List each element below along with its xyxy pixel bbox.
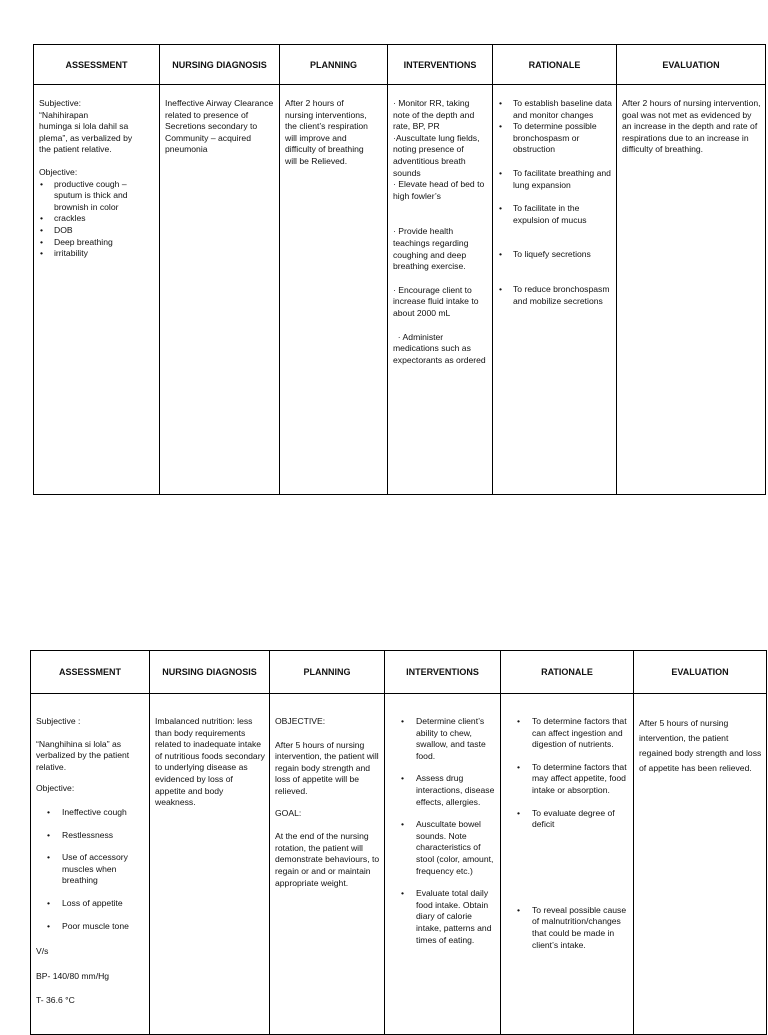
- list-item: • Auscultate bowel sounds. Note characteristics of stool (color, amount, frequency etc.): [390, 819, 496, 877]
- table-header-row: [31, 651, 767, 694]
- header-nursing-diagnosis: NURSING DIAGNOSIS: [160, 45, 280, 85]
- header-evaluation: EVALUATION: [617, 45, 766, 85]
- vitals-label: V/s: [36, 946, 49, 957]
- diagnosis-text: Imbalanced nutrition: less than body requirements related to inadequate intake of nutritious foods secondary to underlying disease as evidenced by loss of appetite and body weakness.: [155, 716, 265, 808]
- vital-sign: T- 36.6 °C: [36, 995, 75, 1006]
- list-item: • Determine client’s ability to chew, swallow, and taste food.: [390, 716, 496, 762]
- subjective-line: plema”, as verbalized by: [39, 132, 133, 143]
- subjective-label: Subjective :: [36, 716, 81, 726]
- header-rationale: RATIONALE: [501, 651, 634, 694]
- header-nursing-diagnosis: NURSING DIAGNOSIS: [150, 651, 270, 694]
- evaluation-cell: [617, 85, 766, 495]
- list-item: • To liquefy secretions: [498, 249, 612, 261]
- list-item: • irritability: [39, 248, 155, 260]
- intervention-item: · Encourage client to increase fluid intake to about 2000 mL: [393, 284, 479, 318]
- diagnosis-text: Ineffective Airway Clearance related to presence of Secretions secondary to Community – acquired pneumonia: [165, 98, 274, 155]
- planning-cell: [280, 85, 388, 495]
- vital-sign: BP- 140/80 mm/Hg: [36, 970, 110, 981]
- evaluation-text: After 2 hours of nursing intervention, goal was not met as evidenced by an increase in the depth and rate of respirations due to an increase in difficulty of breathing.: [622, 98, 761, 155]
- objective-label: Objective:: [36, 783, 75, 794]
- list-item: • crackles: [39, 213, 155, 225]
- care-plan-table-airway: [33, 44, 766, 495]
- table-row: [31, 694, 767, 1035]
- list-item: • To reveal possible cause of malnutrition/changes that could be made in client’s intake.: [506, 905, 629, 951]
- list-item: • To facilitate in the expulsion of mucus: [498, 203, 612, 226]
- list-item: • Deep breathing: [39, 237, 155, 249]
- diagnosis-cell: [150, 694, 270, 1035]
- assessment-cell: [31, 694, 150, 1035]
- subjective-label: Subjective:: [39, 98, 82, 108]
- interventions-list: [390, 716, 496, 946]
- list-item: • productive cough – sputum is thick and brownish in color: [39, 179, 155, 214]
- rationale-cell: [501, 694, 634, 1035]
- intervention-item: · Monitor RR, taking note of the depth and rate, BP, PR: [393, 98, 475, 132]
- table-row: [34, 85, 766, 495]
- list-item: • To establish baseline data and monitor changes: [498, 98, 612, 121]
- list-item: • DOB: [39, 225, 155, 237]
- evaluation-text: After 5 hours of nursing intervention, the patient regained body strength and loss of appetite has been relieved.: [639, 718, 762, 773]
- objective-list: [36, 807, 145, 932]
- list-item: • To determine factors that may affect appetite, food intake or absorption.: [506, 762, 629, 797]
- interventions-cell: [385, 694, 501, 1035]
- list-item: • Use of accessory muscles when breathing: [36, 852, 145, 887]
- assessment-cell: [34, 85, 160, 495]
- header-planning: PLANNING: [280, 45, 388, 85]
- list-item: • To reduce bronchospasm and mobilize secretions: [498, 284, 612, 307]
- header-assessment: ASSESSMENT: [31, 651, 150, 694]
- list-item: • To determine factors that can affect ingestion and digestion of nutrients.: [506, 716, 629, 751]
- header-evaluation: EVALUATION: [634, 651, 767, 694]
- subjective-line: the patient relative.: [39, 144, 112, 155]
- list-item: • Assess drug interactions, disease effects, allergies.: [390, 773, 496, 808]
- intervention-item: · Provide health teachings regarding coughing and deep breathing exercise.: [393, 226, 469, 272]
- list-item: • Ineffective cough: [36, 807, 145, 819]
- intervention-item: · Elevate head of bed to high fowler’s: [393, 179, 485, 201]
- diagnosis-cell: [160, 85, 280, 495]
- interventions-cell: [388, 85, 493, 495]
- header-interventions: INTERVENTIONS: [385, 651, 501, 694]
- planning-objective-text: After 5 hours of nursing intervention, the patient will regain body strength and loss of appetite will be relieved.: [275, 739, 379, 796]
- intervention-item: · Administer medications such as expectorants as ordered: [393, 331, 486, 365]
- planning-cell: [270, 694, 385, 1035]
- list-item: • To evaluate degree of deficit: [506, 808, 629, 831]
- subjective-line: “Nahihirapan: [39, 109, 89, 120]
- header-assessment: ASSESSMENT: [34, 45, 160, 85]
- list-item: • To determine possible bronchospasm or obstruction: [498, 121, 612, 156]
- planning-objective-label: OBJECTIVE:: [275, 716, 326, 726]
- planning-goal-label: GOAL:: [275, 807, 302, 818]
- objective-label: Objective:: [39, 166, 78, 177]
- table-header-row: [34, 45, 766, 85]
- planning-text: After 2 hours of nursing interventions, the client’s respiration will improve and difficulty of breathing will be Relieved.: [285, 98, 368, 166]
- list-item: • Loss of appetite: [36, 898, 145, 910]
- rationale-list: [498, 98, 612, 307]
- list-item: • To facilitate breathing and lung expansion: [498, 168, 612, 191]
- evaluation-cell: [634, 694, 767, 1035]
- care-plan-table-nutrition: [30, 650, 767, 1035]
- rationale-list: [506, 716, 629, 951]
- header-interventions: INTERVENTIONS: [388, 45, 493, 85]
- intervention-item: ·Auscultate lung fields, noting presence of adventitious breath sounds: [393, 132, 480, 178]
- list-item: • Poor muscle tone: [36, 921, 145, 933]
- subjective-line: huminga si lola dahil sa: [39, 121, 129, 132]
- rationale-cell: [493, 85, 617, 495]
- subjective-text: “Nanghihina si lola” as verbalized by the patient relative.: [36, 738, 130, 772]
- list-item: • Restlessness: [36, 830, 145, 842]
- list-item: • Evaluate total daily food intake. Obtain diary of calorie intake, patterns and times of eating.: [390, 888, 496, 946]
- header-planning: PLANNING: [270, 651, 385, 694]
- objective-list: [39, 179, 155, 260]
- header-rationale: RATIONALE: [493, 45, 617, 85]
- planning-goal-text: At the end of the nursing rotation, the patient will demonstrate behaviours, to regain or and or maintain appropriate weight.: [275, 831, 380, 888]
